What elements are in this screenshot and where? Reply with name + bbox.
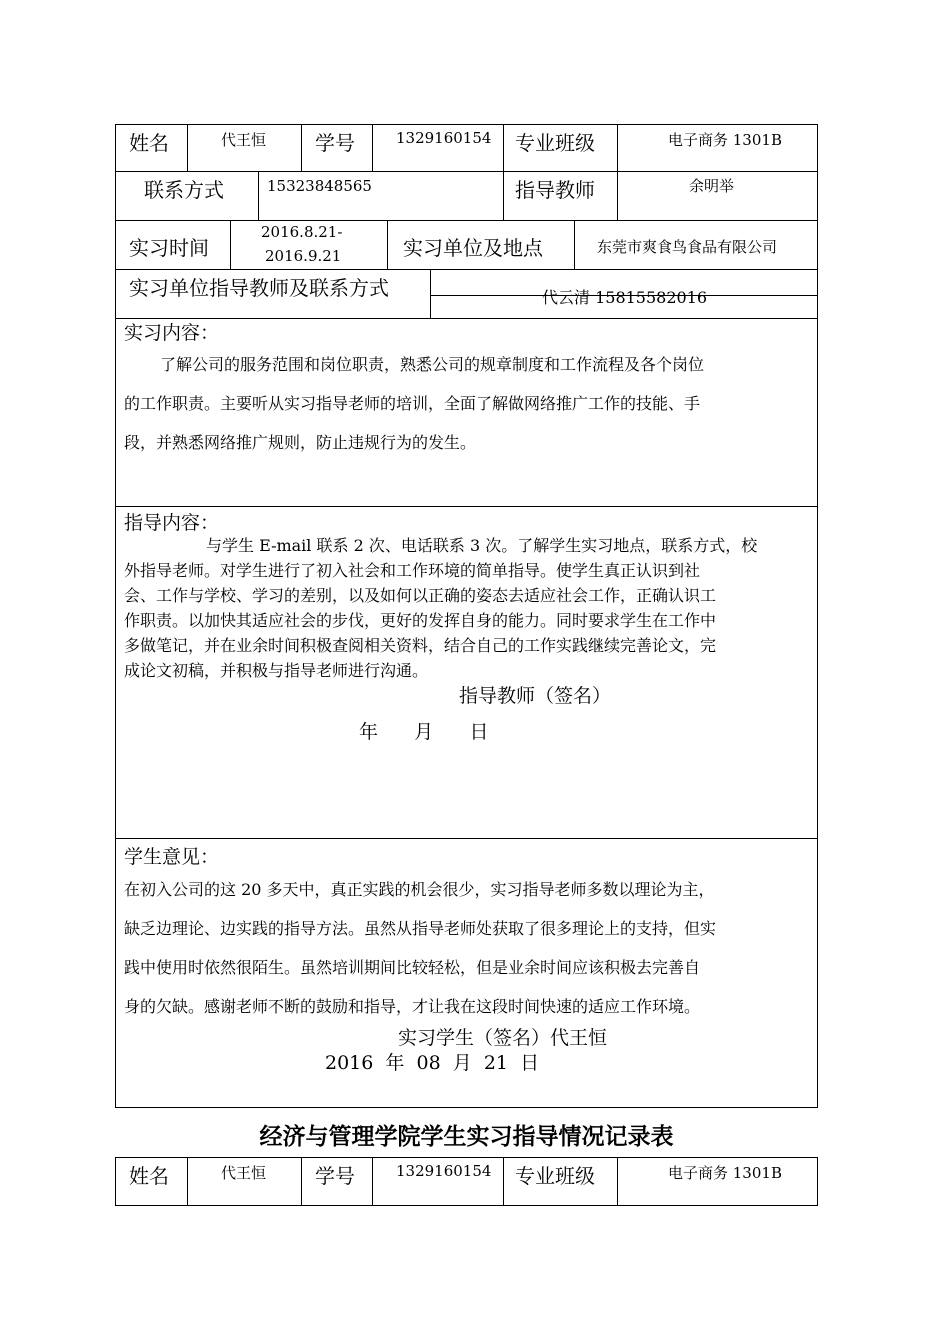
period-start: 2016.8.21-	[261, 223, 343, 241]
guide-date: 年 月 日	[359, 721, 489, 743]
row-contact	[115, 171, 818, 220]
name-value: 代王恒	[221, 131, 267, 149]
opinion-line: 身的欠缺。感谢老师不断的鼓励和指导，才让我在这段时间快速的适应工作环境。	[124, 997, 701, 1016]
opinion-date: 2016 年 08 月 21 日	[325, 1052, 540, 1074]
student-id-value: 1329160154	[396, 129, 492, 147]
period-end: 2016.9.21	[265, 247, 342, 265]
opinion-line: 在初入公司的这 20 多天中，真正实践的机会很少，实习指导老师多数以理论为主，	[124, 880, 715, 899]
row-divider	[115, 838, 818, 839]
guide-line: 与学生 E-mail 联系 2 次、电话联系 3 次。了解学生实习地点，联系方式，校	[206, 536, 758, 555]
class-value: 电子商务 1301B	[668, 1164, 782, 1182]
row-basic-info	[115, 124, 818, 171]
guide-line: 作职责。以加快其适应社会的步伐，更好的发挥自身的能力。同时要求学生在工作中	[124, 611, 717, 630]
row-basic-info-2	[115, 1157, 818, 1206]
opinion-label: 学生意见：	[124, 846, 220, 868]
class-label: 专业班级	[515, 1164, 595, 1188]
contact-value: 15323848565	[267, 177, 372, 195]
row-divider	[115, 506, 818, 507]
content-line: 的工作职责。主要听从实习指导老师的培训，全面了解做网络推广工作的技能、手	[124, 394, 701, 413]
content-line: 段，并熟悉网络推广规则，防止违规行为的发生。	[124, 433, 477, 452]
contact-label: 联系方式	[144, 178, 224, 202]
guide-line: 外指导老师。对学生进行了初入社会和工作环境的简单指导。使学生真正认识到社	[124, 561, 701, 580]
unit-value: 东莞市爽食鸟食品有限公司	[597, 238, 778, 256]
opinion-text	[124, 870, 812, 1026]
name-value: 代王恒	[221, 1164, 267, 1182]
content-line: 了解公司的服务范围和岗位职责，熟悉公司的规章制度和工作流程及各个岗位	[160, 355, 705, 374]
teacher-value: 余明举	[689, 177, 735, 195]
student-id-label: 学号	[315, 131, 355, 155]
row-divider	[115, 318, 818, 319]
opinion-signature: 实习学生（签名）代王恒	[398, 1027, 608, 1049]
row-unit-teacher	[115, 269, 818, 318]
guide-signature: 指导教师（签名）	[459, 685, 612, 707]
class-label: 专业班级	[515, 131, 595, 155]
page-title: 经济与管理学院学生实习指导情况记录表	[259, 1124, 674, 1150]
opinion-line: 践中使用时依然很陌生。虽然培训期间比较轻松，但是业余时间应该积极去完善自	[124, 958, 701, 977]
period-label: 实习时间	[129, 236, 209, 260]
content-label: 实习内容：	[124, 322, 220, 344]
guide-label: 指导内容：	[124, 512, 220, 534]
student-id-value: 1329160154	[396, 1162, 492, 1180]
guide-line: 会、工作与学校、学习的差别，以及如何以正确的姿态去适应社会工作，正确认识工	[124, 586, 717, 605]
row-period	[115, 220, 818, 269]
guide-line: 成论文初稿，并积极与指导老师进行沟通。	[124, 661, 429, 680]
guide-text	[124, 533, 812, 683]
guide-line: 多做笔记，并在业余时间积极查阅相关资料，结合自己的工作实践继续完善论文，完	[124, 636, 717, 655]
student-id-label: 学号	[315, 1164, 355, 1188]
unit-teacher-label: 实习单位指导教师及联系方式	[129, 276, 389, 300]
name-label: 姓名	[129, 1164, 169, 1188]
class-value: 电子商务 1301B	[668, 131, 782, 149]
content-text	[124, 345, 812, 462]
unit-label: 实习单位及地点	[403, 236, 543, 260]
unit-teacher-value: 代云清 15815582016	[542, 288, 708, 307]
name-label: 姓名	[129, 131, 169, 155]
opinion-line: 缺乏边理论、边实践的指导方法。虽然从指导老师处获取了很多理论上的支持，但实	[124, 919, 717, 938]
teacher-label: 指导教师	[515, 178, 595, 202]
